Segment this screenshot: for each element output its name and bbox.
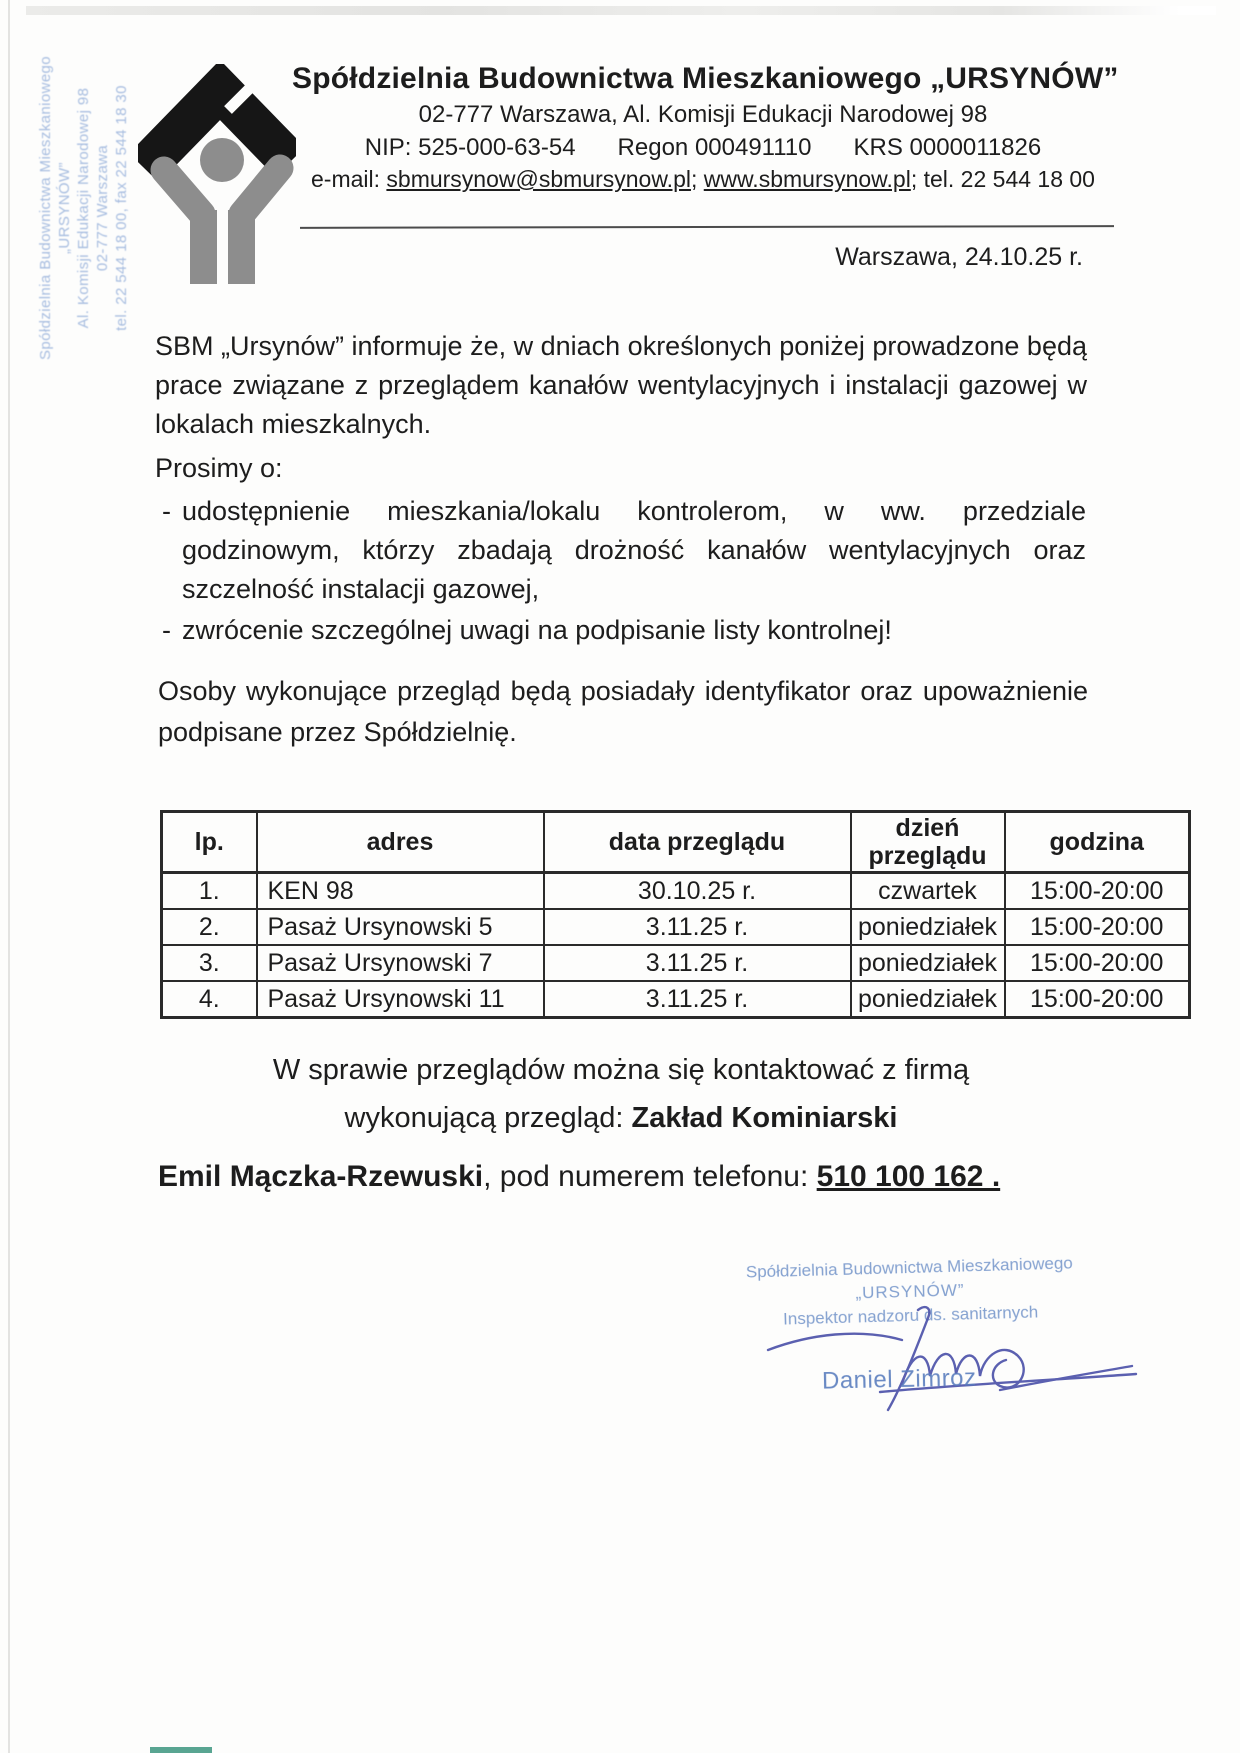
table-row (162, 909, 1190, 945)
identification-paragraph: Osoby wykonujące przegląd będą posiadały identyfikator oraz upoważnienie podpisane przez Spółdzielnię. (158, 676, 1088, 747)
list-item-text: udostępnienie mieszkania/lokalu kontrolerom, w ww. przedziale godzinowym, którzy zbadają drożność kanałów wentylacyjnych oraz szczelność instalacji gazowej, (182, 496, 1086, 604)
list-item (158, 492, 1086, 609)
list-item-text: zwrócenie szczególnej uwagi na podpisanie listy kontrolnej! (182, 615, 892, 645)
table-row (162, 981, 1190, 1018)
column-header-data: data przeglądu (544, 812, 851, 873)
scan-edge-artifact-left (8, 0, 10, 1753)
stamp-org-line: Spółdzielnia Budownictwa Mieszkaniowego (745, 1253, 1074, 1282)
cell-adres: Pasaż Ursynowski 7 (257, 945, 544, 981)
cell-dzien: czwartek (851, 873, 1005, 910)
handwritten-signature-icon (760, 1300, 1140, 1415)
date-place-line: Warszawa, 24.10.25 r. (835, 243, 1083, 271)
cell-godzina: 15:00-20:00 (1005, 981, 1190, 1018)
table-header-row (162, 812, 1190, 873)
phone-suffix: ; tel. 22 544 18 00 (910, 166, 1095, 192)
contact-line-2-prefix: wykonującą przegląd: (344, 1102, 632, 1134)
table-row (162, 945, 1190, 981)
krs-number: KRS 0000011826 (853, 134, 1042, 161)
cell-lp: 2. (162, 909, 257, 945)
cell-adres: Pasaż Ursynowski 11 (257, 981, 544, 1018)
contact-paragraph (155, 1046, 1087, 1142)
cell-data: 3.11.25 r. (544, 945, 851, 981)
side-ink-stamp (36, 54, 131, 362)
list-dash: - (162, 496, 171, 526)
list-item (158, 611, 1086, 650)
organization-name: Spółdzielnia Budownictwa Mieszkaniowego „URSYNÓW” (292, 62, 1119, 95)
scan-edge-artifact-top (26, 6, 1216, 15)
organization-address: 02-777 Warszawa, Al. Komisji Edukacji Narodowej 98 (418, 101, 988, 128)
table-row (162, 873, 1190, 910)
company-name: Zakład Kominiarski (631, 1102, 898, 1134)
cell-adres: KEN 98 (257, 873, 544, 910)
regon-number: Regon 000491110 (617, 134, 812, 161)
side-stamp-line: 02-777 Warszawa (94, 144, 111, 272)
side-stamp-line: Al. Komisji Edukacji Narodowej 98 (75, 87, 92, 329)
cell-lp: 4. (162, 981, 257, 1018)
email-prefix: e-mail: (311, 166, 387, 192)
cell-adres: Pasaż Ursynowski 5 (257, 909, 544, 945)
column-header-lp: lp. (162, 812, 257, 873)
website-url: www.sbmursynow.pl (703, 166, 911, 192)
separator: ; (690, 166, 704, 192)
cell-lp: 1. (162, 873, 257, 910)
scan-edge-artifact-bottom (150, 1747, 212, 1753)
inspection-schedule-table (160, 810, 1191, 1019)
organization-registry-line (292, 134, 1114, 162)
contact-person-line (158, 1160, 1158, 1194)
sbm-ursynow-logo-icon (138, 64, 296, 286)
cell-dzien: poniedziałek (851, 981, 1005, 1018)
organization-contact-line (292, 166, 1114, 193)
contact-phone-number: 510 100 162 . (816, 1160, 1001, 1193)
signer-printed-name: Daniel Zimroz (821, 1364, 977, 1395)
cell-data: 3.11.25 r. (544, 909, 851, 945)
contact-line-2 (155, 1094, 1087, 1142)
contact-person-mid-text: , pod numerem telefonu: (483, 1160, 817, 1193)
intro-paragraph: SBM „Ursynów” informuje że, w dniach określonych poniżej prowadzone będą prace związane z przeglądem kanałów wentylacyjnych i instalacji gazowej w lokalach mieszkalnych. (155, 331, 1087, 439)
list-dash: - (162, 615, 171, 645)
side-stamp-line: tel. 22 544 18 00, fax 22 544 18 30 (113, 85, 130, 331)
column-header-dzien: dzień przeglądu (851, 812, 1005, 873)
side-stamp-line: Spółdzielnia Budownictwa Mieszkaniowego (37, 55, 54, 361)
cell-data: 3.11.25 r. (544, 981, 851, 1018)
column-header-adres: adres (257, 812, 544, 873)
cell-data: 30.10.25 r. (544, 873, 851, 910)
request-list (158, 492, 1086, 650)
cell-godzina: 15:00-20:00 (1005, 945, 1190, 981)
contact-person-name: Emil Mączka-Rzewuski (158, 1160, 484, 1193)
cell-dzien: poniedziałek (851, 909, 1005, 945)
column-header-godzina: godzina (1005, 812, 1190, 873)
cell-godzina: 15:00-20:00 (1005, 873, 1190, 910)
stamp-org-short: „URSYNÓW” (855, 1280, 965, 1303)
cell-dzien: poniedziałek (851, 945, 1005, 981)
stamp-title-line: Inspektor nadzoru ds. sanitarnych (782, 1302, 1039, 1329)
side-stamp-line: „URSYNÓW” (56, 162, 73, 254)
letterhead (292, 62, 1119, 193)
cell-lp: 3. (162, 945, 257, 981)
email-address: sbmursynow@sbmursynow.pl (386, 166, 691, 192)
cell-godzina: 15:00-20:00 (1005, 909, 1190, 945)
contact-line-1: W sprawie przeglądów można się kontaktować z firmą (272, 1054, 970, 1086)
header-divider-line (300, 225, 1114, 229)
nip-number: NIP: 525-000-63-54 (364, 134, 576, 161)
request-heading: Prosimy o: (155, 453, 283, 483)
